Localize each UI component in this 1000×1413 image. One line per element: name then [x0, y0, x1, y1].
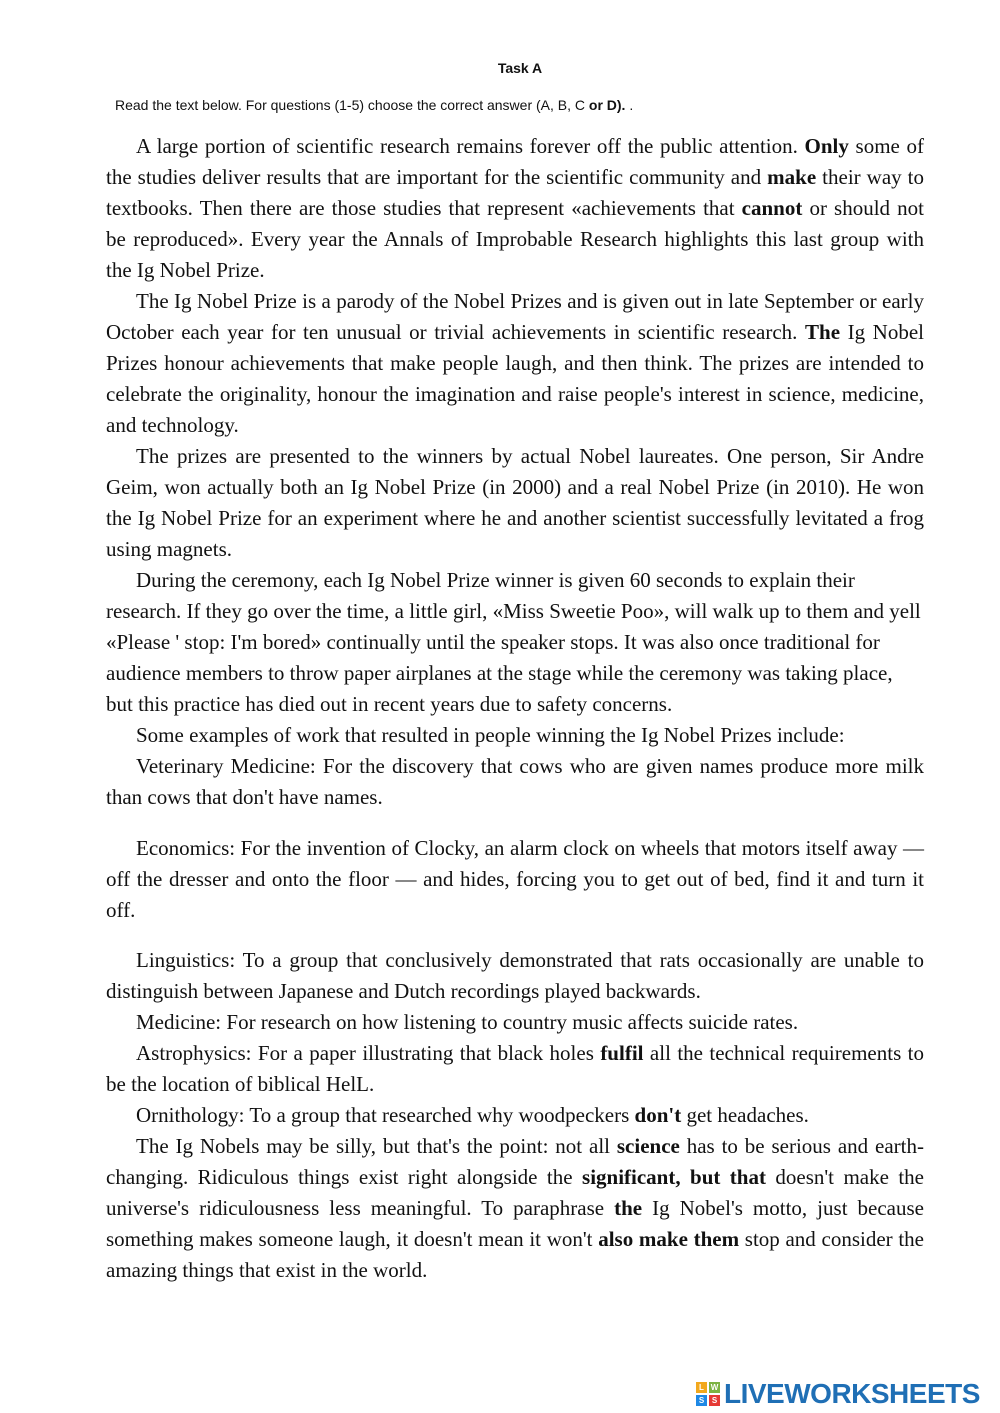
- text-run: Ig Nobel Prizes honour achievements that make people laugh, and then think. The prizes are intended to celebrate the originality, honour the imagination and raise people's interest in science, medicine, and technology.: [106, 320, 924, 437]
- task-instructions: [115, 97, 633, 113]
- logo-square: W: [710, 1383, 719, 1392]
- text-run: some of the studies deliver results that are important for the scientific community and: [106, 134, 924, 189]
- logo-square: L: [696, 1382, 707, 1393]
- logo-text: LIVEWORKSHEETS: [724, 1378, 980, 1409]
- paragraph-5: Some examples of work that resulted in people winning the Ig Nobel Prizes include:: [136, 723, 845, 747]
- task-title: Task A: [497, 60, 543, 76]
- instructions-end: .: [625, 97, 634, 113]
- bold-word: fulfil: [600, 1041, 644, 1065]
- bold-word: make: [767, 165, 817, 189]
- bold-word: Only: [804, 134, 849, 158]
- text-run: all the technical requirements to be the location of biblical HelL.: [106, 1041, 924, 1096]
- paragraph-2: [106, 286, 924, 441]
- paragraph-veterinary: Veterinary Medicine: For the discovery that cows who are given names produce more milk than cows that don't have names.: [106, 754, 924, 809]
- paragraph-3: The prizes are presented to the winners by actual Nobel laureates. One person, Sir Andre Geim, won actually both an Ig Nobel Prize (in 2000) and a real Nobel Prize (in 2010). He won the Ig Nobel Prize for an experiment where he and another scientist successfully levitated a frog using magnets.: [106, 444, 924, 561]
- text-run: doesn't make the universe's ridiculousness less meaningful. To paraphrase: [106, 1165, 925, 1220]
- paragraph-4: During the ceremony, each Ig Nobel Prize winner is given 60 seconds to explain their research. If they go over the time, a little girl, «Miss Sweetie Poo», will walk up to them and yell «Please ' stop: I'm bored» continually until the speaker stops. It was also once traditional for audience members to throw paper airplanes at the stage while the ceremony was taking place, but this practice has died out in recent years due to safety concerns.: [106, 568, 921, 716]
- text-run: their way to textbooks. Then there are those studies that represent «achievements that: [106, 165, 925, 220]
- text-run: A large portion of scientific research remains forever off the public attention.: [136, 134, 805, 158]
- paragraph-1: [106, 131, 924, 286]
- text-run: Ornithology: To a group that researched why woodpeckers: [136, 1103, 635, 1127]
- text-run: stop and consider the amazing things that exist in the world.: [106, 1227, 924, 1282]
- logo-square: S: [709, 1395, 720, 1406]
- text-run: The Ig Nobels may be silly, but that's the point: not all: [136, 1134, 617, 1158]
- bold-word: the: [614, 1196, 643, 1220]
- paragraph-linguistics: Linguistics: To a group that conclusively demonstrated that rats occasionally are unable to distinguish between Japanese and Dutch recordings played backwards.: [106, 948, 924, 1003]
- paragraph-ornithology: [106, 1100, 924, 1131]
- text-run: has to be serious and earth-changing. Ridiculous things exist right alongside the: [106, 1134, 924, 1189]
- paragraph-medicine: Medicine: For research on how listening to country music affects suicide rates.: [136, 1010, 799, 1034]
- logo-mark-icon: [696, 1382, 720, 1406]
- liveworksheets-logo: [696, 1378, 980, 1410]
- bold-word: The: [805, 320, 841, 344]
- text-run: The Ig Nobel Prize is a parody of the Nobel Prizes and is given out in late September or early October each year for ten unusual or trivial achievements in scientific research.: [106, 289, 924, 344]
- bold-word: don't: [634, 1103, 682, 1127]
- bold-word: also make them: [598, 1227, 740, 1251]
- logo-square: S: [696, 1395, 707, 1406]
- instructions-text: Read the text below. For questions (1-5) choose the correct answer (A, B, C: [115, 97, 589, 113]
- text-run: Astrophysics: For a paper illustrating that black holes: [136, 1041, 601, 1065]
- bold-word: science: [616, 1134, 680, 1158]
- paragraph-conclusion: [106, 1131, 924, 1286]
- paragraph-astrophysics: [106, 1038, 924, 1100]
- paragraph-economics: Economics: For the invention of Clocky, an alarm clock on wheels that motors itself away — off the dresser and onto the floor — and hides, forcing you to get out of bed, find it and turn it off.: [106, 836, 924, 922]
- bold-word: significant, but that: [582, 1165, 766, 1189]
- instructions-bold: or D).: [588, 97, 626, 113]
- text-run: or should not be reproduced». Every year the Annals of Improbable Research highlights this last group with the Ig Nobel Prize.: [106, 196, 924, 282]
- reading-text: [106, 131, 924, 1286]
- text-run: get headaches.: [681, 1103, 809, 1127]
- text-run: Ig Nobel's motto, just because something makes someone laugh, it doesn't mean it won't: [106, 1196, 924, 1251]
- bold-word: cannot: [741, 196, 803, 220]
